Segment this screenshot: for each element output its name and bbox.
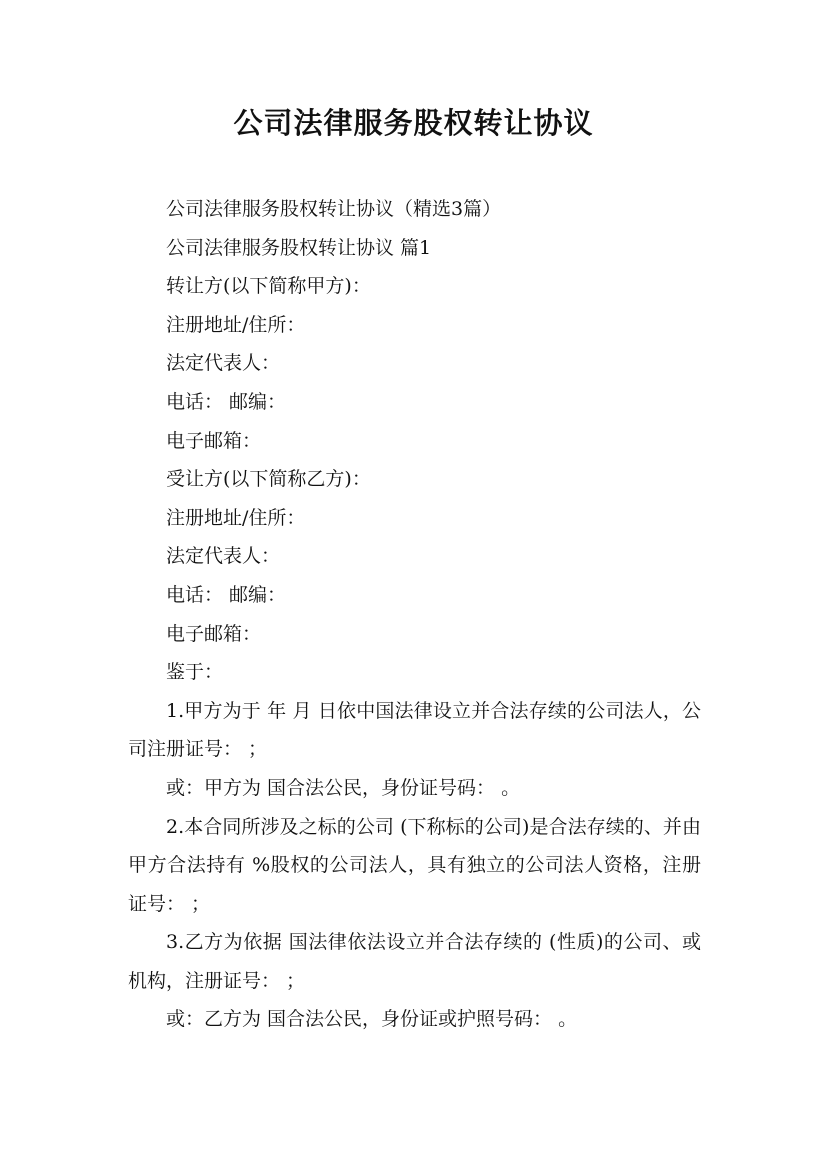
paragraph-whereas: 鉴于： [166, 661, 224, 684]
paragraph-transferee-address: 注册地址/住所： [166, 506, 306, 529]
paragraph-transferor-email: 电子邮箱： [166, 429, 262, 452]
paragraph-clause-2: 2.本合同所涉及之标的公司 (下称标的公司)是合法存续的、并由甲方合法持有 %股权的公司法人，具有独立的公司法人资格，注册证号： ； [128, 815, 701, 915]
paragraph-transferee-phone: 电话： 邮编： [166, 583, 287, 606]
paragraph-transferor-phone: 电话： 邮编： [166, 390, 287, 413]
paragraph-transferee: 受让方(以下简称乙方)： [166, 468, 371, 491]
paragraph-clause-1: 1.甲方为于 年 月 日依中国法律设立并合法存续的公司法人，公司注册证号： ； [128, 699, 701, 761]
paragraph-clause-3-alt: 或：乙方为 国合法公民，身份证或护照号码： 。 [166, 1008, 578, 1031]
document-title: 公司法律服务股权转让协议 [233, 106, 594, 140]
paragraph-transferor-representative: 法定代表人： [166, 352, 281, 375]
paragraph-transferor-address: 注册地址/住所： [166, 313, 306, 336]
paragraph-clause-3: 3.乙方为依据 国法律依法设立并合法存续的 (性质)的公司、或机构，注册证号： ； [128, 931, 701, 992]
paragraph-transferee-representative: 法定代表人： [166, 545, 281, 568]
paragraph-transferor: 转让方(以下简称甲方)： [166, 275, 371, 298]
paragraph-clause-1-alt: 或：甲方为 国合法公民，身份证号码： 。 [166, 776, 521, 799]
paragraph-transferee-email: 电子邮箱： [166, 622, 262, 645]
document-body [128, 190, 701, 1039]
paragraph-subtitle: 公司法律服务股权转让协议（精选3篇） [166, 198, 502, 220]
paragraph-section-heading: 公司法律服务股权转让协议 篇1 [166, 236, 432, 259]
